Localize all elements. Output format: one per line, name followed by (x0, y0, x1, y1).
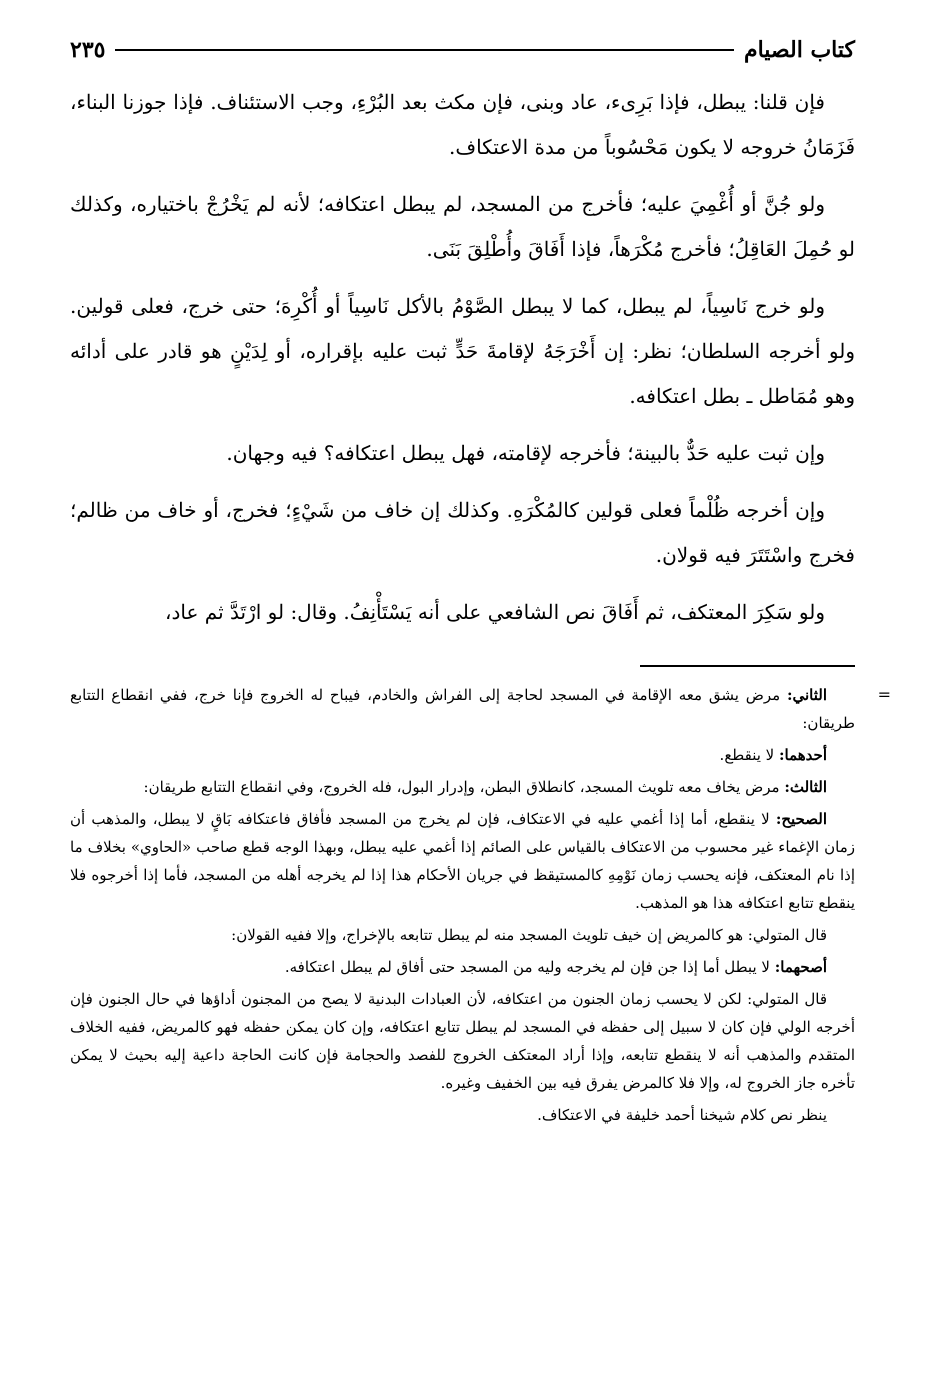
footnote-item (70, 773, 855, 801)
footnote-label: أحدهما: (778, 746, 827, 764)
paragraph: وإن ثبت عليه حَدٌّ بالبينة؛ فأخرجه لإقامته، فهل يبطل اعتكافه؟ فيه وجهان. (226, 441, 825, 465)
page-header (70, 30, 855, 70)
footnote-label: الثالث: (784, 778, 827, 796)
footnote-label: أصحهما: (774, 958, 827, 976)
footnote-label: الصحيح: (775, 810, 827, 828)
footnote-text: مرض يشق معه الإقامة في المسجد لحاجة إلى الفراش والخادم، فيباح له الخروج فإنا خرج، ففي انقطاع التتابع طريقان: (70, 686, 855, 732)
footnote-separator (640, 665, 855, 667)
footnotes (70, 681, 891, 1129)
footnote-item (70, 1101, 855, 1129)
footnote-text: لا ينقطع. (719, 746, 779, 764)
footnote-item (70, 741, 855, 769)
paragraph: ولو خرج نَاسِياً، لم يبطل، كما لا يبطل الصَّوْمُ بالأكل نَاسِياً أو أُكْرِهَ؛ حتى خرج، فعلى قولين. ولو أخرجه السلطان؛ نظر: إن أَخْرَجَهُ لإقامةَ حَدٍّ ثبت عليه بإقراره، أو لِدَيْنٍ هو قادر على أدائه وهو مُمَاطل ـ بطل اعتكافه. (70, 294, 855, 408)
footnote-text: لا ينقطع، أما إذا أغمي عليه في الاعتكاف، فإن لم يخرج من المسجد فأفاق فاعتكافه بَاقٍ لا يبطل، والمذهب أن زمان الإغماء غير محسوب من الاعتكاف بالقياس على الصائم إذا أغمي عليه يبطل، وبهذا الوجه قطع صاحب «الحاوي» بخلاف ما إذا نام المعتكف، فإنه يحسب زمان نَوْمِهِ كالمستيقظ في جريان الأحكام هذا إذا لم يخرجه أهله من المسجد، فأما إذا أخرجوه فلا ينقطع تتابع اعتكافه هذا هو المذهب. (70, 810, 855, 912)
paragraph: وإن أخرجه ظُلْماً فعلى قولين كالمُكْرَهِ. وكذلك إن خاف من شَيْءٍ؛ فخرج، أو خاف من ظالم؛ فخرج واسْتَتَرَ فيه قولان. (70, 498, 855, 567)
book-page (70, 30, 891, 1360)
footnote-text: مرض يخاف معه تلويث المسجد، كانطلاق البطن، وإدرار البول، فله الخروج، وفي انقطاع التتابع طريقان: (143, 778, 785, 796)
footnote-item (70, 953, 855, 981)
footnote-text: قال المتولي: لكن لا يحسب زمان الجنون من اعتكافه، لأن العبادات البدنية لا يصح من المجنون أداؤها في حال الجنون فإن أخرجه الولي فإن كان لا سبيل إلى حفظه في المسجد لم يبطل تتابع اعتكافه، وإن كان يمكن حفظه فهو كالمريض، ففيه الخلاف المتقدم والمذهب أنه لا ينقطع تتابعه، وإذا أراد المعتكف الخروج للفصد والحجامة فإن كانت الحاجة داعية إليه بحيث لا يمكن تأخره جاز الخروج له، وإلا فلا كالمرض يفرق فيه بين الخفيف وغيره. (70, 990, 856, 1092)
footnote-item (70, 985, 855, 1097)
footnote-label: الثاني: (786, 686, 827, 704)
footnote-text: ينظر نص كلام شيخنا أحمد خليفة في الاعتكاف. (537, 1106, 827, 1124)
continuation-mark: = (877, 685, 891, 704)
footnote-text: قال المتولي: هو كالمريض إن خيف تلويث المسجد منه لم يبطل تتابعه بالإخراج، وإلا ففيه القولان: (231, 926, 827, 944)
page-number: ٢٣٥ (70, 37, 106, 63)
paragraph: ولو سَكِرَ المعتكف، ثم أَفَاقَ نص الشافعي على أنه يَسْتَأْنِفُ. وقال: لو ارْتَدَّ ثم عاد، (165, 600, 825, 624)
footnote-text: لا يبطل أما إذا جن فإن لم يخرجه وليه من المسجد حتى أفاق لم يبطل اعتكافه. (284, 958, 775, 976)
footnote-item (70, 921, 855, 949)
footnote-item (70, 681, 855, 737)
header-rule (115, 49, 734, 51)
book-title: كتاب الصيام (743, 37, 855, 63)
paragraph: ولو جُنَّ أو أُغْمِيَ عليه؛ فأخرج من المسجد، لم يبطل اعتكافه؛ لأنه لم يَخْرُجْ باختياره، وكذلك لو حُمِلَ العَاقِلُ؛ فأخرج مُكْرَهاً، فإذا أَفَاقَ وأُطْلِقَ بَنَى. (70, 192, 855, 261)
footnote-item (70, 805, 855, 917)
main-text (70, 80, 855, 635)
paragraph: فإن قلنا: يبطل، فإذا بَرِىء، عاد وبنى، فإن مكث بعد البُرْءِ، وجب الاستئناف. فإذا جوزنا البناء، فَزَمَانُ خروجه لا يكون مَحْسُوباً من مدة الاعتكاف. (70, 90, 855, 159)
